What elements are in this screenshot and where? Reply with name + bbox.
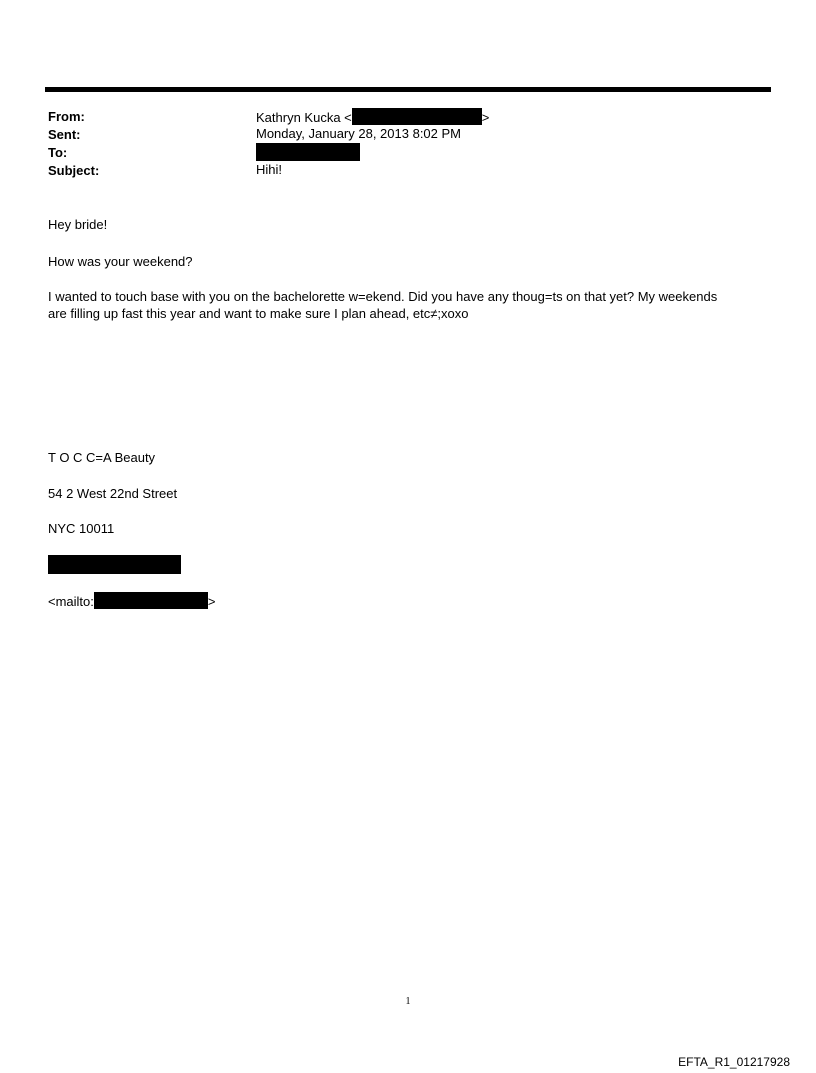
redacted-contact xyxy=(48,555,181,574)
header-rule xyxy=(45,87,771,92)
mailto-close: > xyxy=(207,594,216,609)
redacted-email-from xyxy=(352,108,482,125)
from-value xyxy=(256,108,489,126)
from-close: > xyxy=(481,110,490,125)
from-label: From: xyxy=(48,109,85,124)
question: How was your weekend? xyxy=(48,254,193,269)
mailto-open: <mailto: xyxy=(48,594,94,609)
subject-value: Hihi! xyxy=(256,162,283,177)
bates-number: EFTA_R1_01217928 xyxy=(678,1055,790,1069)
sent-value: Monday, January 28, 2013 8:02 PM xyxy=(256,126,461,141)
greeting: Hey bride! xyxy=(48,217,108,232)
sent-label: Sent: xyxy=(48,127,81,142)
subject-label: Subject: xyxy=(48,163,100,178)
message-line-2: are filling up fast this year and want to make sure I plan ahead, etc≠;xoxo xyxy=(48,306,469,321)
redacted-mailto xyxy=(94,592,208,609)
from-name: Kathryn Kucka < xyxy=(256,110,352,125)
signature-street: 54 2 West 22nd Street xyxy=(48,486,178,501)
redacted-recipient xyxy=(256,143,360,161)
page-number: 1 xyxy=(405,996,411,1007)
message-paragraph xyxy=(48,288,758,322)
message-line-1: I wanted to touch base with you on the bachelorette w=ekend. Did you have any thoug=ts on that yet? My weekends xyxy=(48,289,718,304)
signature-company: T O C C=A Beauty xyxy=(48,450,156,465)
to-label: To: xyxy=(48,145,68,160)
signature-mailto xyxy=(48,592,215,610)
signature-city: NYC 10011 xyxy=(48,521,115,536)
